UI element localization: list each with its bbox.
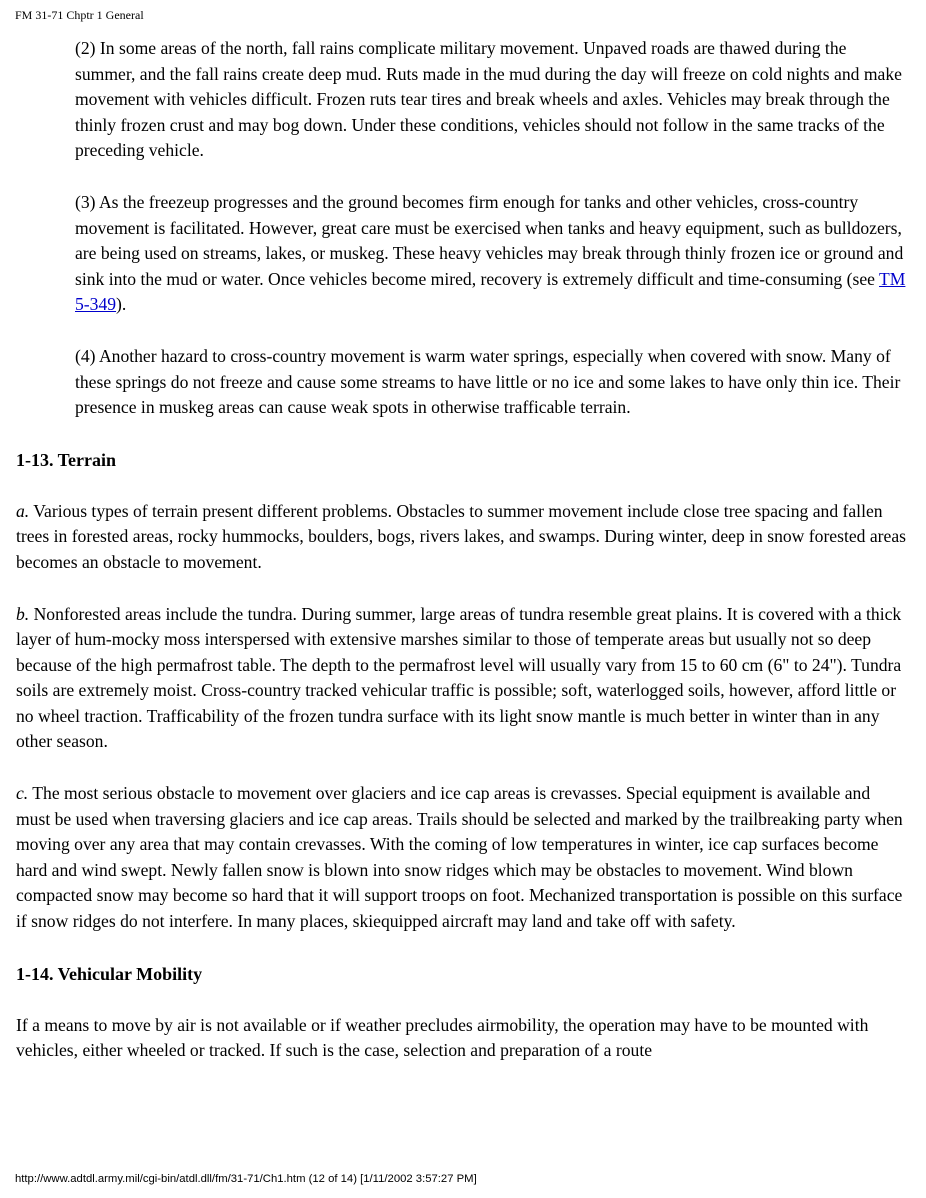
document-title: FM 31-71 Chptr 1 General [15, 8, 144, 22]
paragraph-2: (2) In some areas of the north, fall rains complicate military movement. Unpaved roads are thawed during the summer, and the fall rains create deep mud. Ruts made in the mud during the day will freeze on cold nights and make movement with vehicles difficult. Frozen ruts tear tires and break wheels and axles. Vehicles may break through the thinly frozen crust and may bog down. Under these conditions, vehicles should not follow in the same tracks of the preceding vehicle. [75, 38, 902, 161]
terrain-paragraph-b-text: Nonforested areas include the tundra. During summer, large areas of tundra resemble great plains. It is covered with a thick layer of hum-mocky moss interspersed with extensive marshes similar to those of temperate areas but usually not so deep because of the high permafrost table. The depth to the permafrost level will usually vary from 15 to 60 cm (6" to 24"). Tundra soils are extremely moist. Cross-country tracked vehicular traffic is possible; soft, waterlogged soils, however, afford little or no wheel traction. Trafficability of the frozen tundra surface with its light snow mantle is much better in winter than in any other season. [16, 603, 902, 752]
terrain-paragraph-a [16, 499, 906, 576]
terrain-paragraph-b-label: b. [16, 603, 30, 624]
terrain-paragraph-c [16, 781, 906, 935]
paragraph-3 [75, 190, 906, 318]
terrain-paragraph-a-label: a. [16, 500, 30, 521]
terrain-paragraph-a-text: Various types of terrain present different problems. Obstacles to summer movement include close tree spacing and fallen trees in forested areas, rocky hummocks, boulders, bogs, rivers lakes, and swamps. During winter, deep in snow forested areas becomes an obstacle to movement. [16, 500, 906, 572]
tm-5-349-link[interactable]: TM 5-349 [75, 268, 906, 315]
section-heading-vehicular-mobility: 1-14. Vehicular Mobility [16, 963, 203, 984]
terrain-paragraph-b [16, 602, 906, 756]
page-footer [15, 1172, 477, 1187]
terrain-paragraph-c-label: c. [16, 783, 29, 804]
document-body [16, 36, 906, 1090]
source-url: http://www.adtdl.army.mil/cgi-bin/atdl.dll/fm/31-71/Ch1.htm (12 of 14) [1/11/2002 3:57:27 PM] [15, 1173, 477, 1185]
paragraph-4: (4) Another hazard to cross-country movement is warm water springs, especially when covered with snow. Many of these springs do not freeze and cause some streams to have little or no ice and some lakes to have only thin ice. Their presence in muskeg areas can cause weak spots in otherwise trafficable terrain. [75, 345, 901, 418]
terrain-paragraph-c-text: The most serious obstacle to movement over glaciers and ice cap areas is crevasses. Special equipment is available and must be used when traversing glaciers and ice cap areas. Trails should be selected and marked by the trailbreaking party when moving over any area that may contain crevasses. With the coming of low temperatures in winter, ice cap surfaces become hard and wind swept. Newly fallen snow is blown into snow ridges which may be obstacles to movement. Wind blown compacted snow may become so hard that it will support troops on foot. Mechanized transportation is possible on this surface if snow ridges do not interfere. In many places, skiequipped aircraft may land and take off with safety. [16, 783, 903, 932]
paragraph-3-tail: ). [116, 294, 127, 315]
page-header [15, 7, 144, 23]
vehicular-mobility-paragraph: If a means to move by air is not available or if weather precludes airmobility, the operation may have to be mounted with vehicles, either wheeled or tracked. If such is the case, selection and preparation of a route [16, 1014, 869, 1061]
paragraph-3-text: (3) As the freezeup progresses and the ground becomes firm enough for tanks and other vehicles, cross-country movement is facilitated. However, great care must be exercised when tanks and heavy equipment, such as bulldozers, are being used on streams, lakes, or muskeg. These heavy vehicles may break through thinly frozen ice or ground and sink into the mud or water. Once vehicles become mired, recovery is extremely difficult and time-consuming (see [75, 191, 904, 289]
section-heading-terrain: 1-13. Terrain [16, 449, 117, 470]
